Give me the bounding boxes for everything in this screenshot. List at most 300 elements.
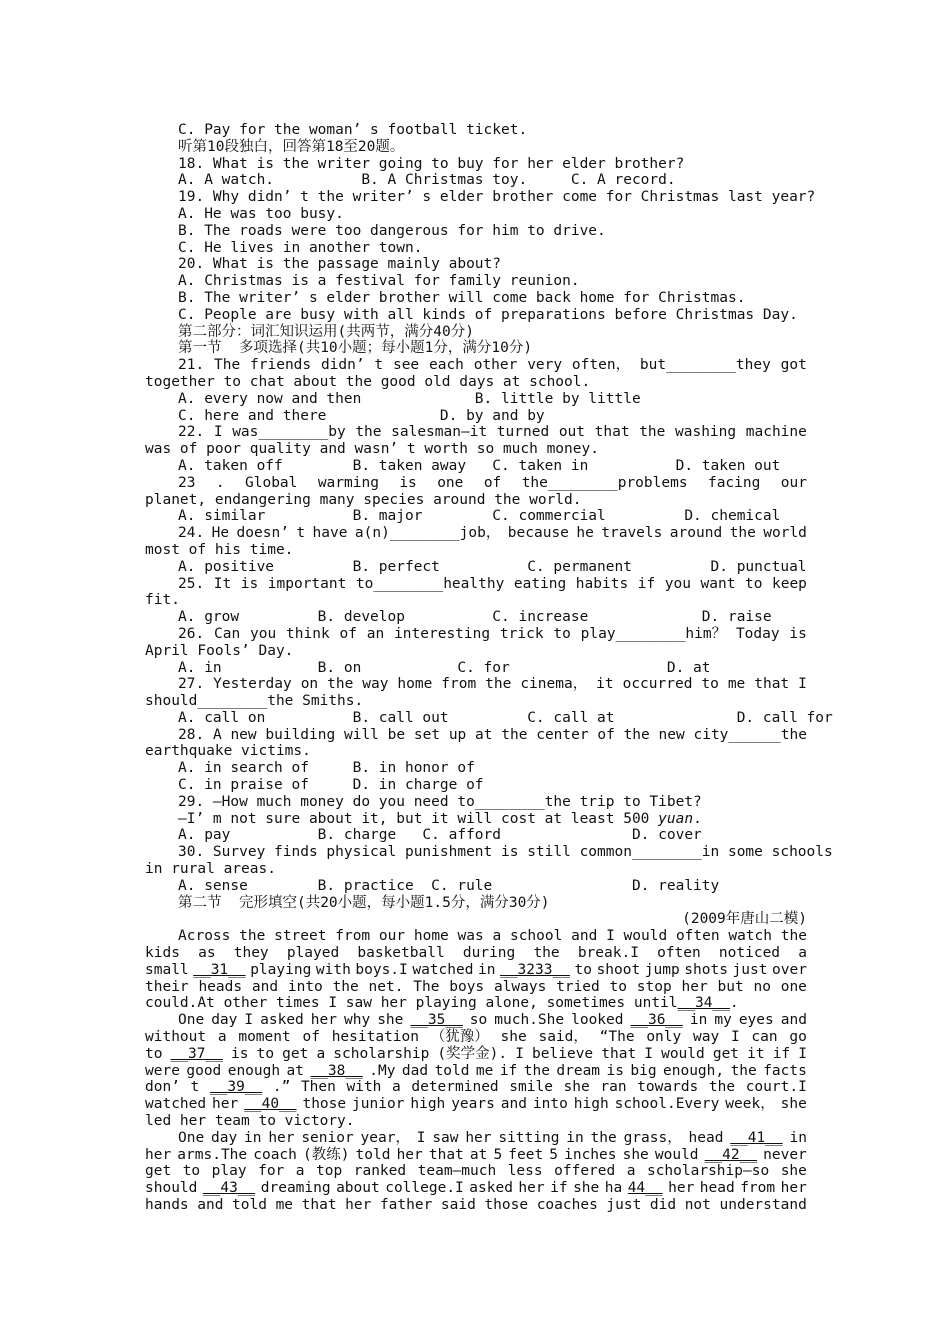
text-line xyxy=(145,1063,807,1080)
text-line xyxy=(145,760,807,777)
text-segment: dad xyxy=(401,1062,429,1079)
text-segment: her xyxy=(465,1129,492,1146)
text-segment: kids xyxy=(145,945,180,962)
text-segment: keep xyxy=(771,575,807,592)
text-segment: facing xyxy=(707,474,761,491)
text-segment: her xyxy=(780,1180,807,1197)
text-segment: she xyxy=(377,1012,404,1029)
text-segment: scholarship xyxy=(333,1045,430,1062)
text-segment: at xyxy=(286,1062,305,1079)
text-segment: day xyxy=(211,1012,238,1029)
text-segment: 第一节 多项选择(共10小题；每小题1分，满分10分) xyxy=(178,340,533,357)
text-segment: of xyxy=(302,1029,320,1046)
text-segment: enough xyxy=(227,1062,281,1079)
text-segment: if xyxy=(499,1062,518,1079)
text-line xyxy=(145,827,807,844)
text-line xyxy=(145,256,807,273)
text-line xyxy=(145,945,807,962)
text-segment: the xyxy=(501,726,528,743)
text-segment: play xyxy=(211,1163,247,1180)
text-segment: One xyxy=(178,1129,205,1146)
text-segment: coach xyxy=(253,1146,297,1163)
text-segment: dreaming xyxy=(260,1180,331,1197)
text-segment: will xyxy=(343,726,379,743)
text-segment: senior xyxy=(301,1129,354,1146)
text-segment: one xyxy=(780,978,807,995)
text-segment: didn’ xyxy=(320,357,365,374)
text-segment: with xyxy=(346,1079,382,1096)
text-segment: told xyxy=(434,1062,470,1079)
text-segment: be xyxy=(387,726,406,743)
text-segment: an xyxy=(366,625,385,642)
text-segment: and xyxy=(197,1197,224,1213)
text-segment: 19. Why didn’ t the writer’ s elder brother come for Christmas last year? xyxy=(178,189,816,206)
text-segment: the xyxy=(523,1062,550,1079)
text-segment: can xyxy=(751,1029,778,1046)
text-segment: interesting xyxy=(394,625,491,642)
text-segment: during xyxy=(462,945,516,962)
text-segment: she xyxy=(573,1180,600,1197)
answer-blank: 44__ xyxy=(627,1180,663,1197)
text-line xyxy=(145,307,807,324)
text-segment: to xyxy=(553,625,571,642)
text-segment: she xyxy=(563,1079,590,1096)
text-segment: I xyxy=(644,1045,653,1062)
italic-word: yuan xyxy=(658,810,694,827)
text-segment: friends xyxy=(250,357,312,374)
text-line xyxy=(145,290,807,307)
text-segment: way xyxy=(362,676,389,693)
text-line xyxy=(145,122,807,139)
text-segment: head xyxy=(699,1180,735,1197)
text-segment: team—much xyxy=(417,1163,497,1180)
text-segment: a(n)________job， xyxy=(354,525,501,542)
text-segment: me xyxy=(275,1197,294,1213)
text-line xyxy=(145,962,807,979)
text-line xyxy=(145,811,807,828)
text-segment: why xyxy=(344,1012,371,1029)
text-segment: that xyxy=(754,676,790,693)
text-segment: boys.I xyxy=(355,961,408,978)
text-segment: their xyxy=(145,978,189,995)
text-line xyxy=(145,1113,807,1130)
text-line xyxy=(145,995,807,1012)
text-segment: understand xyxy=(719,1197,807,1213)
text-segment: net. xyxy=(368,978,404,995)
text-segment: warming xyxy=(317,474,379,491)
text-line xyxy=(145,660,807,677)
text-line xyxy=(145,156,807,173)
text-segment: up xyxy=(448,726,467,743)
text-segment: they xyxy=(233,945,269,962)
text-segment: high xyxy=(573,1096,609,1113)
answer-blank: __31__ xyxy=(193,961,246,978)
text-segment: her xyxy=(268,1129,295,1146)
text-segment: watched xyxy=(145,1096,207,1113)
text-segment: A. He was too busy. xyxy=(178,205,344,222)
text-segment: a xyxy=(217,1029,227,1046)
text-segment: washing xyxy=(675,424,737,441)
text-line xyxy=(145,542,807,559)
text-segment: The xyxy=(413,978,440,995)
text-segment: I xyxy=(798,676,807,693)
answer-blank: __3233__ xyxy=(500,961,570,978)
text-segment: playing xyxy=(250,961,312,978)
text-segment: good xyxy=(186,1062,222,1079)
text-line xyxy=(145,576,807,593)
text-segment: 27. xyxy=(178,676,205,693)
text-segment: （犹豫） xyxy=(430,1029,489,1046)
answer-blank: __39__ xyxy=(209,1079,263,1096)
text-segment: asked xyxy=(469,1180,513,1197)
text-segment: enough, xyxy=(663,1062,725,1079)
text-segment: top xyxy=(316,1163,343,1180)
text-segment: inches xyxy=(564,1146,617,1163)
text-segment: Today xyxy=(735,625,780,642)
text-segment: to xyxy=(609,978,628,995)
text-segment: get xyxy=(282,1045,309,1062)
text-segment: building xyxy=(265,726,336,743)
text-segment: He xyxy=(211,525,230,542)
text-segment: planet, endangering many species around the world. xyxy=(145,491,582,508)
text-segment: A. taken off B. taken away C. taken in D. taken out xyxy=(178,457,781,474)
text-segment: new xyxy=(230,726,257,743)
text-segment: boys xyxy=(449,978,485,995)
text-segment: should________the Smiths. xyxy=(145,693,364,710)
text-segment: fit. xyxy=(145,592,180,609)
text-segment: want xyxy=(700,575,736,592)
text-segment: much.She xyxy=(494,1012,565,1029)
text-segment: important xyxy=(267,575,347,592)
text-segment: doesn’ xyxy=(236,525,289,542)
text-line xyxy=(145,1180,807,1197)
text-segment: her xyxy=(212,1096,239,1113)
text-line xyxy=(145,374,807,391)
text-segment: a xyxy=(798,945,807,962)
text-segment: to xyxy=(701,676,719,693)
text-segment: ha xyxy=(604,1180,623,1197)
text-line xyxy=(145,844,833,861)
text-line xyxy=(145,727,807,744)
text-segment: in xyxy=(789,1129,807,1146)
text-segment: big xyxy=(630,1062,657,1079)
text-segment: feet xyxy=(508,1146,544,1163)
text-segment: believe xyxy=(532,1045,594,1062)
text-segment: “The xyxy=(599,1029,635,1046)
text-segment: with xyxy=(315,961,351,978)
text-segment: those xyxy=(302,1096,347,1113)
text-segment: on xyxy=(300,676,319,693)
text-segment: court.I xyxy=(745,1079,807,1096)
answer-blank: __38__ xyxy=(310,1062,363,1079)
text-segment: her xyxy=(310,1012,337,1029)
text-segment: noticed xyxy=(718,945,781,962)
text-segment: but xyxy=(717,978,744,995)
text-segment: years xyxy=(451,1096,495,1113)
text-segment: machine xyxy=(745,424,807,441)
text-line xyxy=(145,172,807,189)
text-segment: . xyxy=(693,810,702,827)
text-segment: to xyxy=(744,575,763,592)
text-line xyxy=(145,458,807,475)
text-line xyxy=(145,408,807,425)
text-segment: her xyxy=(345,1197,372,1213)
text-segment: new xyxy=(658,726,685,743)
text-segment: 5 xyxy=(493,1146,503,1163)
text-segment: I xyxy=(515,1045,524,1062)
text-segment: in xyxy=(566,1129,584,1146)
text-segment: . xyxy=(215,474,225,491)
text-segment: without xyxy=(145,1029,207,1046)
text-line xyxy=(145,424,807,441)
text-segment: set xyxy=(413,726,441,743)
text-line xyxy=(145,1147,807,1164)
text-segment: ran xyxy=(600,1079,627,1096)
text-segment: the xyxy=(485,676,512,693)
text-segment: was________by xyxy=(232,424,346,441)
text-segment: B. The roads were too dangerous for him to drive. xyxy=(178,222,606,239)
text-line xyxy=(145,643,807,660)
text-segment: Yesterday xyxy=(213,676,292,693)
text-segment: of xyxy=(483,474,502,491)
text-segment: her xyxy=(518,1180,545,1197)
text-segment: her xyxy=(396,1146,423,1163)
text-segment: ranked xyxy=(353,1163,407,1180)
text-segment: could.At other times I saw her playing alone, sometimes until xyxy=(145,995,678,1012)
text-segment: Can xyxy=(214,625,241,642)
answer-blank: __36__ xyxy=(630,1012,683,1029)
text-segment: is xyxy=(789,625,807,642)
text-segment: she xyxy=(500,1029,527,1046)
text-segment: was xyxy=(457,928,484,945)
text-segment: to________healthy xyxy=(355,575,505,592)
answer-blank: __42__ xyxy=(704,1146,758,1163)
text-segment: earthquake victims. xyxy=(145,743,311,760)
text-segment: C. He lives in another town. xyxy=(178,239,423,256)
text-segment: 第二部分：词汇知识运用(共两节，满分40分) xyxy=(178,323,474,340)
text-line xyxy=(145,559,807,576)
text-line xyxy=(145,693,807,710)
text-segment: The xyxy=(214,357,241,374)
text-line xyxy=(145,189,816,206)
text-line xyxy=(145,878,807,895)
text-segment: would xyxy=(654,1146,699,1163)
answer-blank: __40__ xyxy=(244,1096,297,1113)
text-segment: of xyxy=(597,726,615,743)
text-segment: eating xyxy=(513,575,567,592)
text-line xyxy=(145,743,807,760)
text-segment: for xyxy=(258,1163,285,1180)
text-segment: 25. xyxy=(178,575,205,592)
text-segment: arms.The xyxy=(177,1146,248,1163)
text-segment: in rural areas. xyxy=(145,861,276,878)
text-segment: the xyxy=(590,1129,617,1146)
text-segment: the________problems xyxy=(521,474,688,491)
text-segment: I xyxy=(213,424,223,441)
text-segment: (2009年唐山二模) xyxy=(682,911,807,928)
text-segment: a xyxy=(316,1045,326,1062)
text-segment: A xyxy=(212,726,222,743)
text-segment: I xyxy=(798,1045,807,1062)
text-segment: cinema， xyxy=(520,676,588,693)
text-segment: sitting xyxy=(498,1129,560,1146)
text-line xyxy=(145,609,807,626)
text-segment: my xyxy=(714,1012,732,1029)
text-line xyxy=(145,1197,807,1214)
text-line xyxy=(145,273,807,290)
text-segment: hands xyxy=(145,1197,189,1213)
text-segment: a xyxy=(295,1163,305,1180)
text-segment: eyes xyxy=(738,1012,774,1029)
text-segment: if xyxy=(772,1045,791,1062)
text-segment: never xyxy=(763,1146,807,1163)
text-segment: 听第10段独白，回答第18至20题。 xyxy=(178,138,405,155)
text-segment: travels xyxy=(601,525,663,542)
text-segment: is xyxy=(399,474,417,491)
text-segment: I xyxy=(416,1129,426,1146)
text-segment: small xyxy=(145,961,189,978)
text-segment: shots xyxy=(684,961,728,978)
text-segment: coaches xyxy=(536,1197,598,1213)
text-segment: that xyxy=(301,1197,337,1213)
text-segment: college.I xyxy=(385,1180,464,1197)
text-segment: week， xyxy=(725,1096,775,1113)
text-segment: 22. xyxy=(178,424,205,441)
text-segment: the xyxy=(730,1062,757,1079)
text-segment: heads xyxy=(198,978,243,995)
text-segment: dream xyxy=(556,1062,601,1079)
text-segment: to xyxy=(182,1163,201,1180)
text-segment: watch xyxy=(728,928,773,945)
text-segment: she xyxy=(622,1146,649,1163)
text-segment: from xyxy=(740,1180,776,1197)
text-segment: A. sense B. practice C. rule D. reality xyxy=(178,877,720,894)
text-segment: junior xyxy=(352,1096,405,1113)
text-segment: street xyxy=(274,928,327,945)
text-segment: grass， xyxy=(623,1129,682,1146)
text-segment: high xyxy=(410,1096,446,1113)
text-segment: C. here and there D. by and by xyxy=(178,407,545,424)
text-segment: to xyxy=(256,1045,275,1062)
text-segment: the xyxy=(332,978,359,995)
text-segment: told xyxy=(355,1146,391,1163)
text-segment: less xyxy=(507,1163,543,1180)
text-segment: 24. xyxy=(178,525,205,542)
text-segment: stop xyxy=(636,978,672,995)
text-segment: only xyxy=(646,1029,682,1046)
text-segment: if xyxy=(550,1180,568,1197)
text-segment: world xyxy=(763,525,807,542)
text-segment: always xyxy=(493,978,547,995)
text-segment: other xyxy=(473,357,518,374)
text-segment: and xyxy=(780,1012,807,1029)
text-segment: 29. —How much money do you need to________the trip to Tibet? xyxy=(178,793,702,810)
text-segment: —I’ m not sure about it, but it will cost at least 500 xyxy=(178,810,659,827)
text-segment: very xyxy=(527,357,563,374)
text-segment: the xyxy=(327,676,354,693)
text-segment: turned xyxy=(496,424,550,441)
text-segment: Global xyxy=(245,474,298,491)
text-segment: center xyxy=(536,726,589,743)
text-segment: t xyxy=(374,357,384,374)
answer-blank: __34__ xyxy=(677,995,730,1012)
text-segment: salesman—it xyxy=(391,424,488,441)
text-segment: year， xyxy=(360,1129,410,1146)
text-segment: 26. xyxy=(178,625,205,642)
text-line xyxy=(145,223,807,240)
text-segment: . xyxy=(729,995,739,1012)
text-segment: A. similar B. major C. commercial D. chemical xyxy=(178,508,781,525)
text-segment: should xyxy=(145,1180,198,1197)
text-segment: in xyxy=(689,1012,708,1029)
text-line xyxy=(145,592,807,609)
text-segment: towards xyxy=(637,1079,699,1096)
text-segment: school xyxy=(509,928,563,945)
text-segment: C. People are busy with all kinds of preparations before Christmas Day. xyxy=(178,306,798,323)
text-segment: said xyxy=(440,1197,476,1213)
text-segment: that xyxy=(601,1045,637,1062)
text-segment: so xyxy=(469,1012,488,1029)
text-line xyxy=(145,206,807,223)
text-line xyxy=(145,895,807,912)
text-segment: to xyxy=(145,1045,163,1062)
text-segment: you xyxy=(664,575,691,592)
text-segment: led her team to victory. xyxy=(145,1113,355,1130)
text-segment: her xyxy=(145,1146,172,1163)
text-segment: about xyxy=(336,1180,380,1197)
text-segment: the xyxy=(780,928,807,945)
text-segment: her xyxy=(668,1180,695,1197)
text-segment: A. in B. on C. for D. at xyxy=(178,659,711,676)
text-line xyxy=(145,911,807,928)
text-line xyxy=(145,139,807,156)
text-segment: think xyxy=(286,625,330,642)
text-line xyxy=(145,1079,807,1096)
text-segment: t xyxy=(190,1079,200,1096)
text-segment: A. call on B. call out C. call at D. call for xyxy=(178,709,833,726)
text-segment: of xyxy=(339,625,357,642)
text-segment: was of poor quality and wasn’ t worth so much money. xyxy=(145,441,599,458)
text-segment: from xyxy=(335,928,371,945)
text-segment: often xyxy=(675,928,720,945)
text-line xyxy=(145,777,807,794)
text-segment: she xyxy=(780,1096,807,1113)
text-line xyxy=(145,391,807,408)
text-segment: C. Pay for the woman’ s football ticket. xyxy=(178,122,528,138)
text-segment: A. in search of B. in honor of xyxy=(178,760,475,777)
text-segment: A. positive B. perfect C. permanent D. punctual xyxy=(178,558,807,575)
text-segment: head xyxy=(688,1129,724,1146)
text-segment: 23 xyxy=(178,474,196,491)
text-segment: in xyxy=(244,1129,262,1146)
text-segment: looked xyxy=(571,1012,624,1029)
text-segment: would xyxy=(661,1045,705,1062)
text-segment: over xyxy=(772,961,807,978)
text-segment: get xyxy=(712,1045,740,1062)
text-segment: just xyxy=(606,1197,642,1213)
text-segment: because xyxy=(507,525,569,542)
text-segment: is xyxy=(240,575,259,592)
text-line xyxy=(145,508,807,525)
text-segment: t xyxy=(296,525,306,542)
text-segment: her xyxy=(681,978,708,995)
text-segment: out xyxy=(558,424,586,441)
text-line xyxy=(145,492,807,509)
text-line xyxy=(145,1096,807,1113)
text-line xyxy=(145,1046,807,1063)
text-segment: facts xyxy=(763,1062,807,1079)
text-segment: played xyxy=(286,945,340,962)
